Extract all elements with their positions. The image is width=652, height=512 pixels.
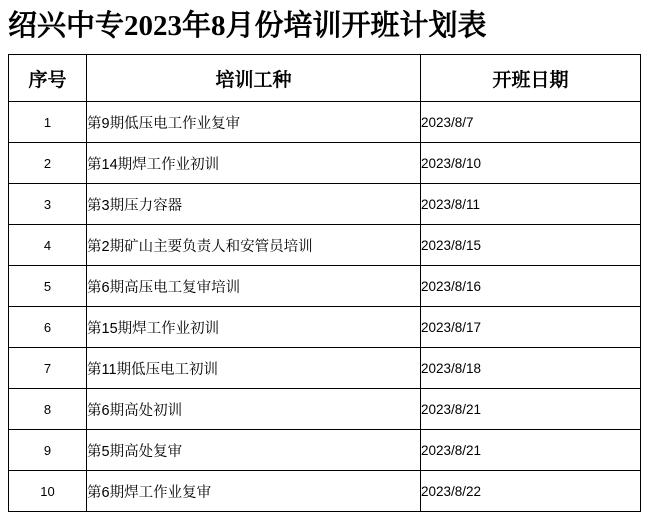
cell-index: 9: [9, 430, 87, 471]
cell-course: 第14期焊工作业初训: [87, 143, 421, 184]
cell-date: 2023/8/15: [421, 225, 641, 266]
cell-index: 3: [9, 184, 87, 225]
table-body: [9, 102, 641, 512]
table-row: [9, 348, 641, 389]
table-row: [9, 102, 641, 143]
cell-course: 第2期矿山主要负责人和安管员培训: [87, 225, 421, 266]
cell-index: 10: [9, 471, 87, 512]
table-row: [9, 266, 641, 307]
cell-date: 2023/8/7: [421, 102, 641, 143]
cell-index: 5: [9, 266, 87, 307]
page-title: 绍兴中专2023年8月份培训开班计划表: [8, 10, 487, 42]
cell-date: 2023/8/18: [421, 348, 641, 389]
cell-course: 第6期高压电工复审培训: [87, 266, 421, 307]
table-row: [9, 225, 641, 266]
cell-date: 2023/8/22: [421, 471, 641, 512]
table-row: [9, 143, 641, 184]
training-plan-table: [8, 54, 641, 512]
cell-date: 2023/8/16: [421, 266, 641, 307]
cell-course: 第15期焊工作业初训: [87, 307, 421, 348]
cell-index: 1: [9, 102, 87, 143]
cell-index: 6: [9, 307, 87, 348]
column-header-index: 序号: [9, 55, 87, 102]
cell-index: 4: [9, 225, 87, 266]
cell-course: 第6期焊工作业复审: [87, 471, 421, 512]
cell-course: 第9期低压电工作业复审: [87, 102, 421, 143]
table-header-row: [9, 55, 641, 102]
table-row: [9, 184, 641, 225]
cell-index: 2: [9, 143, 87, 184]
table-row: [9, 471, 641, 512]
cell-course: 第11期低压电工初训: [87, 348, 421, 389]
cell-date: 2023/8/17: [421, 307, 641, 348]
cell-course: 第5期高处复审: [87, 430, 421, 471]
cell-index: 8: [9, 389, 87, 430]
table-row: [9, 430, 641, 471]
column-header-date: 开班日期: [421, 55, 641, 102]
table-header: [9, 55, 641, 102]
cell-index: 7: [9, 348, 87, 389]
cell-course: 第6期高处初训: [87, 389, 421, 430]
cell-date: 2023/8/10: [421, 143, 641, 184]
cell-date: 2023/8/11: [421, 184, 641, 225]
cell-date: 2023/8/21: [421, 430, 641, 471]
table-row: [9, 389, 641, 430]
table-row: [9, 307, 641, 348]
column-header-course: 培训工种: [87, 55, 421, 102]
cell-date: 2023/8/21: [421, 389, 641, 430]
cell-course: 第3期压力容器: [87, 184, 421, 225]
